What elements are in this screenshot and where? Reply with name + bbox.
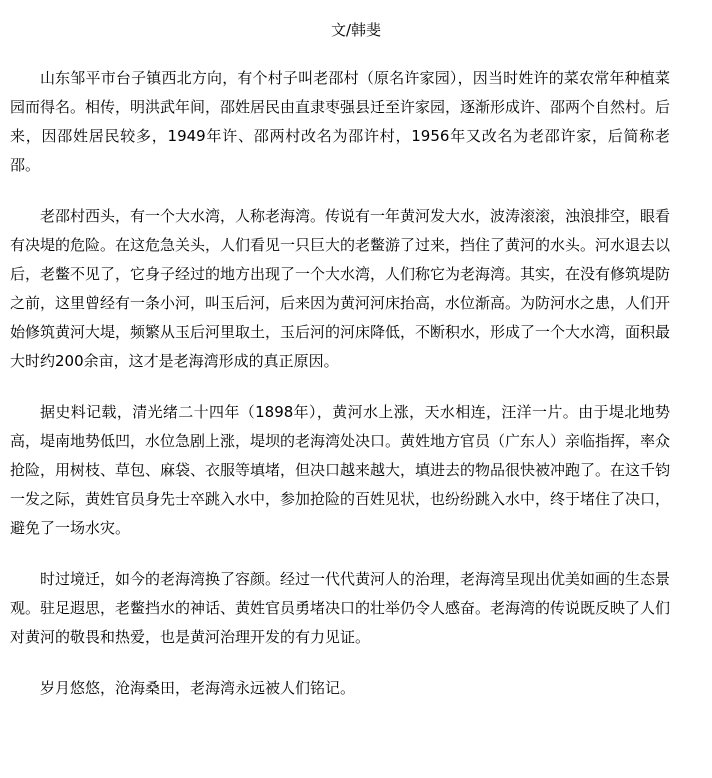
author-byline: 文/韩斐 [330,21,382,39]
paragraph-legend-of-bay: 老邵村西头，有一个大水湾，人称老海湾。传说有一年黄河发大水，波涛滚滚，浊浪排空，眼看有决堤的危险。在这危急关头，人们看见一只巨大的老鳖游了过来，挡住了黄河的水头。河水退去以后，老鳖不见了，它身子经过的地方出现了一个大水湾，人们称它为老海湾。其实，在没有修筑堤防之前，这里曾经有一条小河，叫玉后河，后来因为黄河河床抬高，水位渐高。为防河水之患，人们开始修筑黄河大堤，频繁从玉后河里取土，玉后河的河床降低，不断积水，形成了一个大水湾，面积最大时约200余亩，这才是老海湾形成的真正原因。 [10,207,671,370]
paragraph-flood-history: 据史料记载，清光绪二十四年（1898年），黄河水上涨，天水相连，汪洋一片。由于堤北地势高，堤南地势低凹，水位急剧上涨，堤坝的老海湾处决口。黄姓地方官员（广东人）亲临指挥，率众抢险，用树枝、草包、麻袋、衣服等填堵，但决口越来越大，填进去的物品很快被冲跑了。在这千钧一发之际，黄姓官员身先士卒跳入水中，参加抢险的百姓见状，也纷纷跳入水中，终于堵住了决口，避免了一场水灾。 [10,403,671,537]
paragraph-present-day: 时过境迁，如今的老海湾换了容颜。经过一代代黄河人的治理，老海湾呈现出优美如画的生态景观。驻足遐思，老鳖挡水的神话、黄姓官员勇堵决口的壮举仍令人感奋。老海湾的传说既反映了人们对黄河的敬畏和热爱，也是黄河治理开发的有力见证。 [10,570,671,646]
paragraph-closing: 岁月悠悠，沧海桑田，老海湾永远被人们铭记。 [40,679,356,697]
paragraph-origin-of-village: 山东邹平市台子镇西北方向，有个村子叫老邵村（原名许家园），因当时姓许的菜农常年种植菜园而得名。相传，明洪武年间，邵姓居民由直隶枣强县迁至许家园，逐渐形成许、邵两个自然村。后来，因邵姓居民较多，1949年许、邵两村改名为邵许村，1956年又改名为老邵许家，后简称老邵。 [10,69,671,174]
article-body [10,64,670,703]
